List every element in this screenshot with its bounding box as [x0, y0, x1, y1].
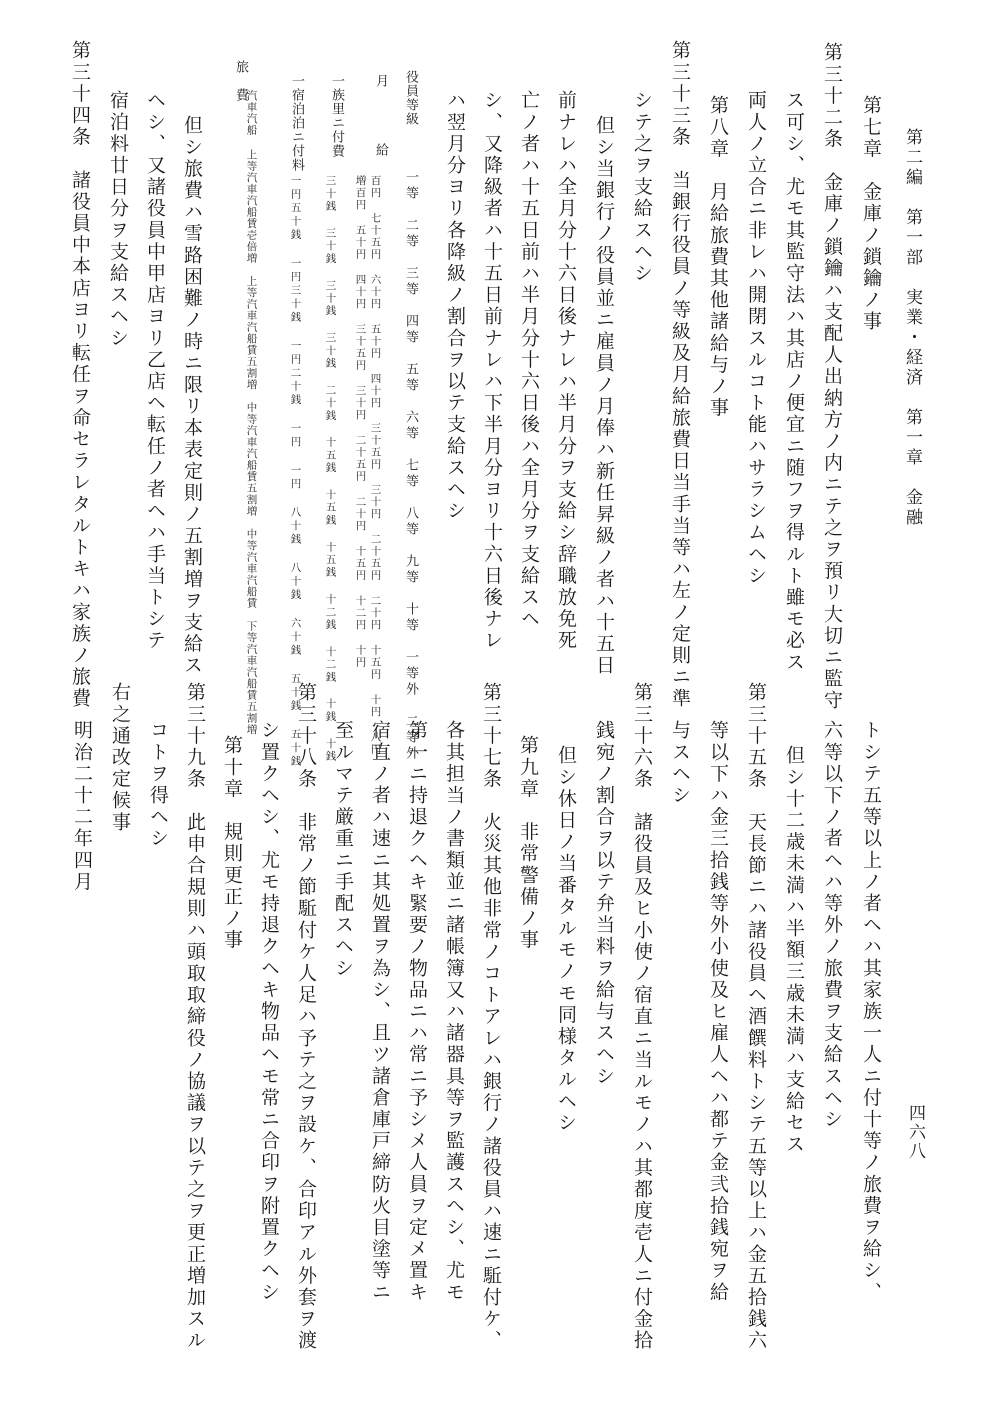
- article-text: 第一ニ持退クヘキ緊要ノ物品ニハ常ニ予シメ人員ヲ定メ置キ: [406, 720, 428, 1304]
- table-row-salary-2: 増百円 五十円 四十円 三十五円 三十円 二十五円 二十円 十五円 十二円 十円: [354, 175, 367, 669]
- article-text: 各其担当ノ書類並ニ諸帳簿又ハ諸器具等ヲ監護スヘシ、尤モ: [443, 720, 465, 1304]
- table-label-travel: 旅 費: [233, 60, 248, 102]
- table-label-salary: 月 給: [373, 74, 388, 166]
- table-label-family: 一族里ニ付費: [329, 74, 344, 158]
- article-text: 亡ノ者ハ十五日前ハ半月分十六日後ハ全月分ヲ支給スヘ: [518, 90, 540, 630]
- running-header: 第二編 第一部 実業・経済 第一章 金融: [902, 128, 922, 528]
- article-text: トシテ五等以上ノ者ヘハ其家族一人ニ付十等ノ旅費ヲ給シ、: [860, 720, 882, 1304]
- date-text: 明治二十二年四月: [71, 720, 93, 893]
- table-row-lodging: 一円五十銭 一円三十銭 一円二十銭 一円 一円 八十銭 八十銭 六十銭 五十銭 五十銭: [289, 175, 302, 769]
- article-text: ス可シ、尤モ其監守法ハ其店ノ便宜ニ随フヲ得ルト雖モ必ス: [783, 90, 805, 674]
- article-text: 前ナレハ全月分十六日後ナレハ半月分ヲ支給シ辞職放免死: [555, 90, 577, 652]
- table-row-grades: 一等 二等 三等 四等 五等 六等 七等 八等 九等 十等 一等外 二等外: [403, 170, 418, 762]
- article-text: 但シ当銀行ノ役員並ニ雇員ノ月俸ハ新任昇級ノ者ハ十五日: [593, 115, 615, 677]
- table-row-family: 三十銭 三十銭 三十銭 三十銭 二十銭 十五銭 十五銭 十五銭 十二銭 十二銭 十銭 十銭: [324, 175, 337, 763]
- article-text: 与スヘシ: [669, 720, 691, 807]
- article-text: 第三十九条 此申合規則ハ頭取取締役ノ協議ヲ以テ之ヲ更正増加スル: [184, 682, 206, 1352]
- chapter-heading: 第十章 規則更正ノ事: [221, 735, 243, 951]
- article-text: 但シ休日ノ当番タルモノモ同様タルヘシ: [555, 745, 577, 1134]
- article-text: 至ルマテ厳重ニ手配スヘシ: [332, 720, 354, 980]
- article-text: 但シ旅費ハ雪路困難ノ時ニ限リ本表定則ノ五割増ヲ支給ス: [181, 115, 203, 677]
- table-label-grade: 役員等級: [403, 70, 418, 126]
- article-text: 両人ノ立合ニ非レハ開閉スルコト能ハサラシムヘシ: [745, 90, 767, 587]
- article-text: 宿泊料廿日分ヲ支給スヘシ: [107, 90, 129, 350]
- article-text: コトヲ得ヘシ: [147, 720, 169, 850]
- article-text: ヘシ、又諸役員中甲店ヨリ乙店ヘ転任ノ者ヘハ手当トシテ: [144, 90, 166, 652]
- page-number: 四六八: [905, 1104, 925, 1161]
- chapter-heading: 第八章 月給旅費其他諸給与ノ事: [707, 95, 729, 419]
- article-text: 六等以下ノ者ヘハ等外ノ旅費ヲ支給スヘシ: [821, 720, 843, 1131]
- article-text: シテ之ヲ支給スヘシ: [631, 90, 653, 285]
- article-text: 第三十七条 火災其他非常ノコトアレハ銀行ノ諸役員ハ速ニ駈付ケ、: [480, 682, 502, 1352]
- article-text: 但シ十二歳未満ハ半額三歳未満ハ支給セス: [783, 745, 805, 1156]
- article-text: 第三十三条 当銀行役員ノ等級及月給旅費日当手当等ハ左ノ定則ニ準: [669, 40, 691, 710]
- article-text: 第三十二条 金庫ノ鎖鑰ハ支配人出納方ノ内ニテ之ヲ預リ大切ニ監守: [821, 42, 843, 712]
- article-text: 等以下ハ金三拾銭等外小使及ヒ雇人ヘハ都テ金弐拾銭宛ヲ給: [707, 720, 729, 1304]
- article-text: ハ翌月分ヨリ各降級ノ割合ヲ以テ支給スヘシ: [444, 90, 466, 522]
- article-text: シ、又降級者ハ十五日前ナレハ下半月分ヨリ十六日後ナレ: [481, 90, 503, 652]
- article-text: 第三十八条 非常ノ節駈付ケ人足ハ予テ之ヲ設ケ、合印アル外套ヲ渡: [295, 682, 317, 1352]
- closing-text: 右之通改定候事: [109, 682, 131, 834]
- article-text: 第三十五条 天長節ニハ諸役員ヘ酒饌料トシテ五等以上ハ金五拾銭六: [745, 682, 767, 1352]
- article-text: 宿直ノ者ハ速ニ其処置ヲ為シ、且ツ諸倉庫戸締防火目塗等ニ: [369, 720, 391, 1304]
- chapter-heading: 第九章 非常警備ノ事: [517, 735, 539, 951]
- table-row-travel: 汽車汽船 上等汽車汽船賃壱倍増 上等汽車汽船賃五割増 中等汽車汽船賃五割増 中等汽車汽船賃 下等汽車汽船賃五割増: [245, 90, 258, 736]
- table-row-salary: 百円 七十五円 六十円 五十円 四十円 三十五円 三十円 二十五円 二十円 十五円 十円 八円: [369, 175, 382, 756]
- table-label-lodging: 一宿泊泊ニ付料: [289, 74, 304, 172]
- article-text: 銭宛ノ割合ヲ以テ弁当料ヲ給与スヘシ: [593, 720, 615, 1088]
- article-text: 第三十四条 諸役員中本店ヨリ転任ヲ命セラレタルトキハ家族ノ旅費: [69, 40, 91, 710]
- chapter-heading: 第七章 金庫ノ鎖鑰ノ事: [860, 95, 882, 333]
- article-text: シ置クヘシ、尤モ持退クヘキ物品ヘモ常ニ合印ヲ附置クヘシ: [258, 720, 280, 1304]
- article-text: 第三十六条 諸役員及ヒ小使ノ宿直ニ当ルモノハ其都度壱人ニ付金拾: [631, 682, 653, 1352]
